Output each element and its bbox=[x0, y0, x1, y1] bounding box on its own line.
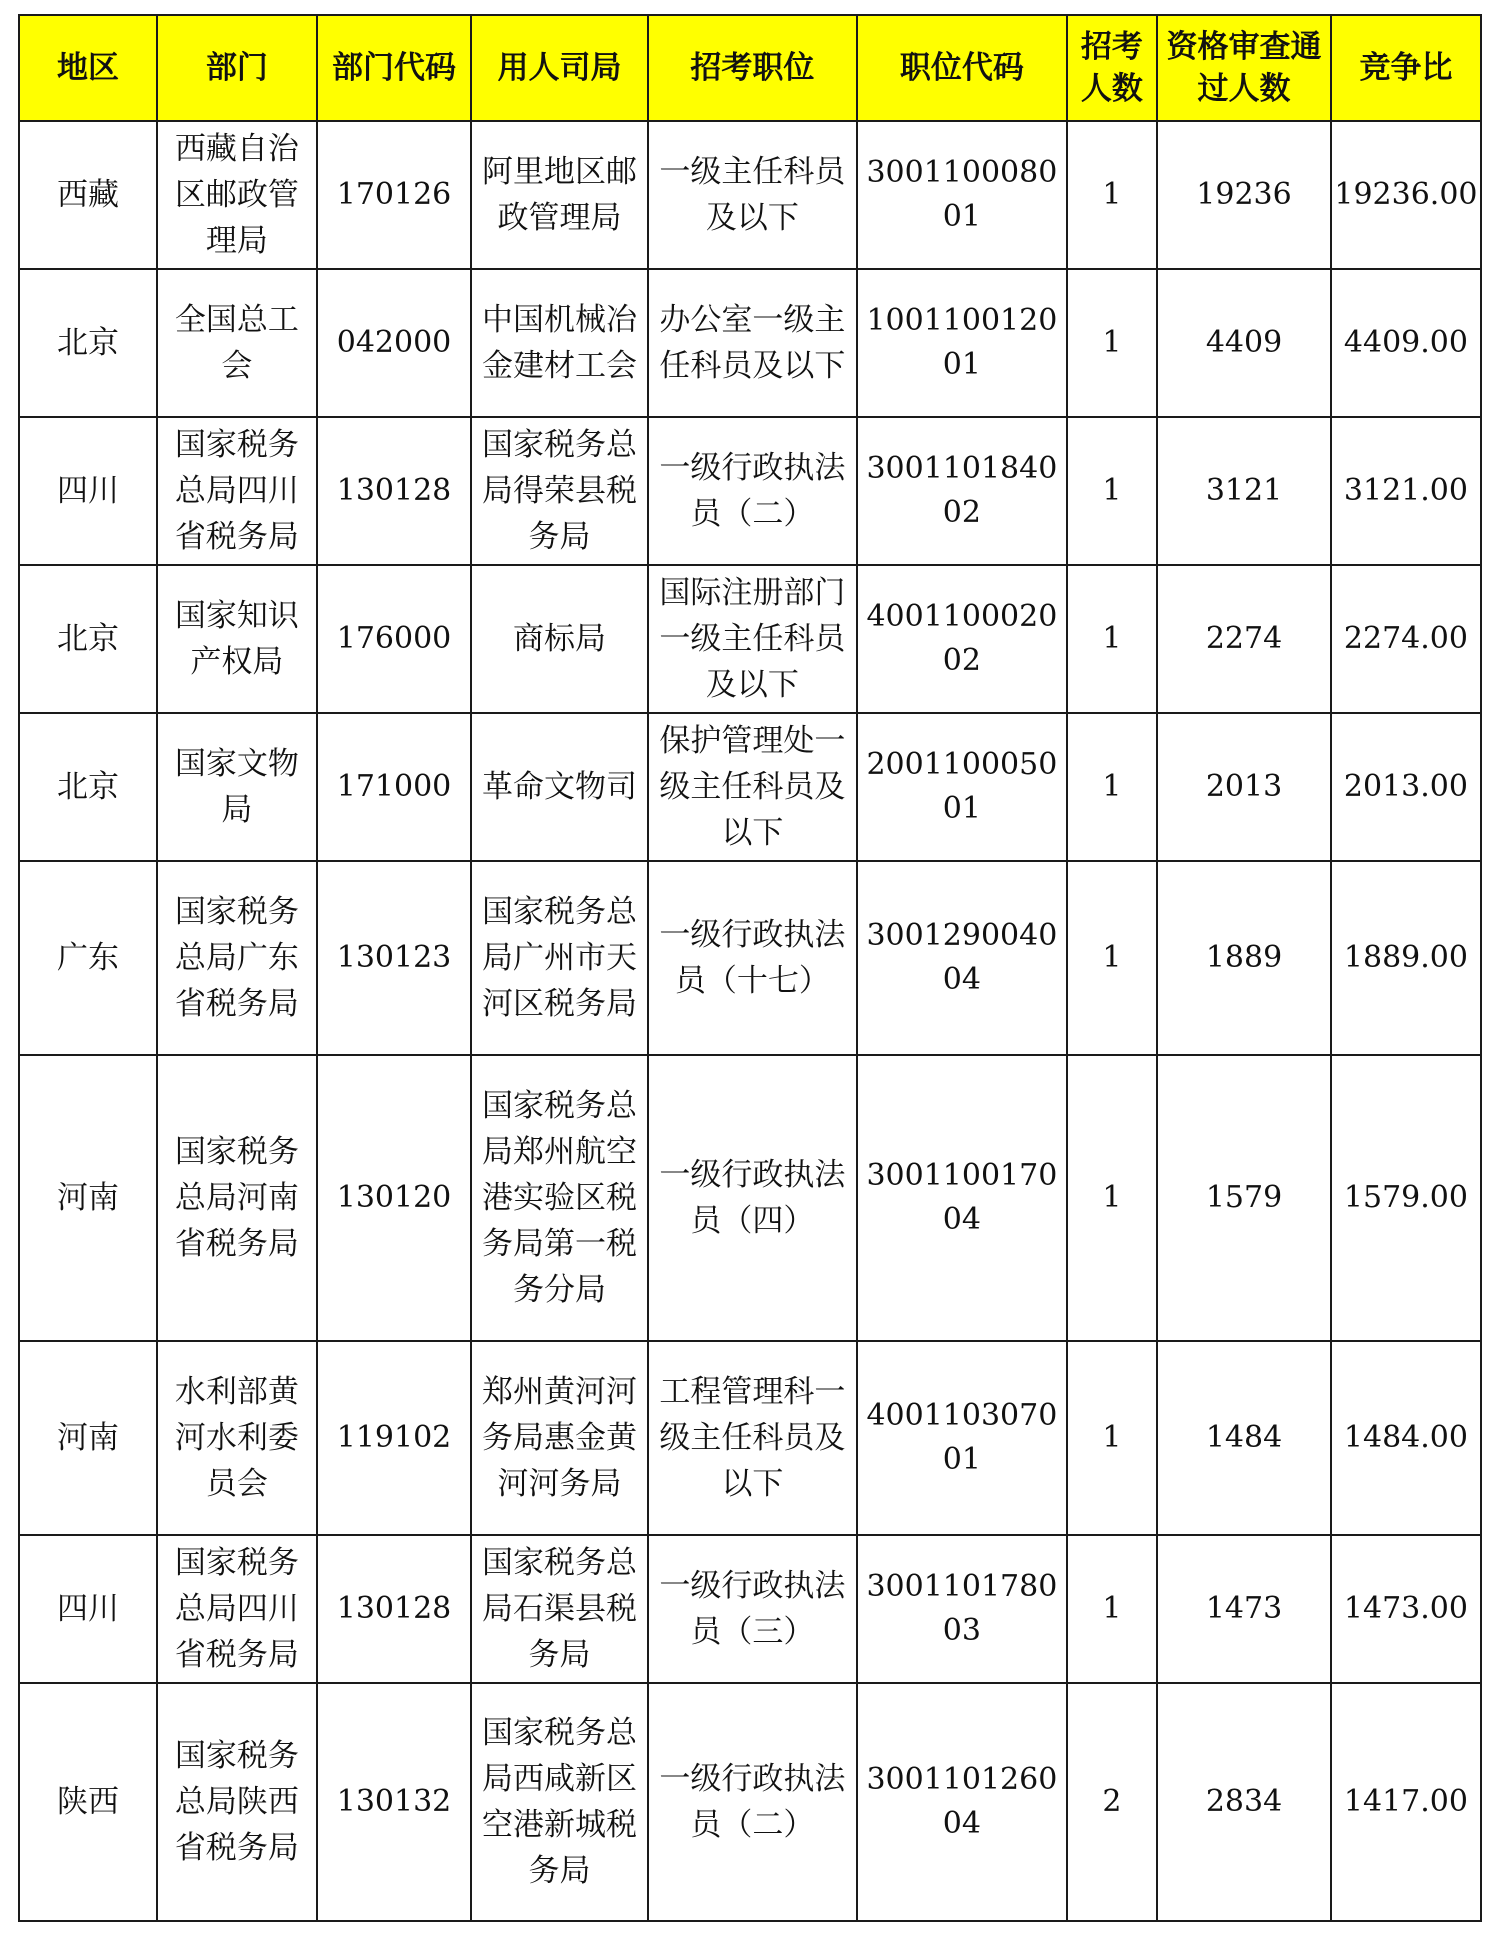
cell-ratio: 1889.00 bbox=[1331, 861, 1481, 1055]
recruitment-table bbox=[18, 14, 1482, 1922]
cell-department: 西藏自治区邮政管理局 bbox=[157, 121, 317, 269]
cell-department: 国家税务总局河南省税务局 bbox=[157, 1055, 317, 1341]
cell-region: 北京 bbox=[19, 713, 157, 861]
cell-position-code: 400110002002 bbox=[857, 565, 1067, 713]
cell-quota: 1 bbox=[1067, 269, 1157, 417]
header-row bbox=[19, 15, 1481, 121]
cell-bureau: 国家税务总局石渠县税务局 bbox=[471, 1535, 647, 1683]
header-passed: 资格审查通过人数 bbox=[1157, 15, 1331, 121]
table-row bbox=[19, 1055, 1481, 1341]
cell-dept-code: 130132 bbox=[317, 1683, 472, 1921]
cell-ratio: 4409.00 bbox=[1331, 269, 1481, 417]
cell-position-code: 300110008001 bbox=[857, 121, 1067, 269]
cell-position: 一级行政执法员（二） bbox=[648, 1683, 858, 1921]
cell-dept-code: 171000 bbox=[317, 713, 472, 861]
cell-quota: 2 bbox=[1067, 1683, 1157, 1921]
cell-position-code: 300110184002 bbox=[857, 417, 1067, 565]
table-row bbox=[19, 269, 1481, 417]
cell-bureau: 国家税务总局广州市天河区税务局 bbox=[471, 861, 647, 1055]
cell-region: 河南 bbox=[19, 1341, 157, 1535]
cell-bureau: 革命文物司 bbox=[471, 713, 647, 861]
cell-dept-code: 119102 bbox=[317, 1341, 472, 1535]
cell-quota: 1 bbox=[1067, 861, 1157, 1055]
cell-bureau: 商标局 bbox=[471, 565, 647, 713]
table-row bbox=[19, 417, 1481, 565]
cell-region: 北京 bbox=[19, 565, 157, 713]
cell-quota: 1 bbox=[1067, 121, 1157, 269]
cell-position-code: 400110307001 bbox=[857, 1341, 1067, 1535]
cell-dept-code: 130123 bbox=[317, 861, 472, 1055]
cell-quota: 1 bbox=[1067, 1535, 1157, 1683]
table-row bbox=[19, 1683, 1481, 1921]
cell-dept-code: 170126 bbox=[317, 121, 472, 269]
header-bureau: 用人司局 bbox=[471, 15, 647, 121]
cell-region: 河南 bbox=[19, 1055, 157, 1341]
cell-ratio: 1473.00 bbox=[1331, 1535, 1481, 1683]
cell-region: 四川 bbox=[19, 1535, 157, 1683]
header-quota: 招考人数 bbox=[1067, 15, 1157, 121]
cell-position-code: 300110017004 bbox=[857, 1055, 1067, 1341]
cell-bureau: 郑州黄河河务局惠金黄河河务局 bbox=[471, 1341, 647, 1535]
table-row bbox=[19, 1535, 1481, 1683]
table-row bbox=[19, 713, 1481, 861]
cell-position-code: 300129004004 bbox=[857, 861, 1067, 1055]
cell-passed: 1473 bbox=[1157, 1535, 1331, 1683]
cell-quota: 1 bbox=[1067, 1341, 1157, 1535]
cell-position-code: 300110126004 bbox=[857, 1683, 1067, 1921]
cell-quota: 1 bbox=[1067, 713, 1157, 861]
cell-quota: 1 bbox=[1067, 565, 1157, 713]
cell-passed: 2834 bbox=[1157, 1683, 1331, 1921]
cell-region: 四川 bbox=[19, 417, 157, 565]
cell-department: 国家知识产权局 bbox=[157, 565, 317, 713]
cell-department: 国家税务总局四川省税务局 bbox=[157, 417, 317, 565]
cell-position: 一级行政执法员（三） bbox=[648, 1535, 858, 1683]
cell-dept-code: 130120 bbox=[317, 1055, 472, 1341]
cell-quota: 1 bbox=[1067, 1055, 1157, 1341]
cell-dept-code: 130128 bbox=[317, 417, 472, 565]
cell-passed: 1889 bbox=[1157, 861, 1331, 1055]
cell-position-code: 300110178003 bbox=[857, 1535, 1067, 1683]
cell-ratio: 1579.00 bbox=[1331, 1055, 1481, 1341]
cell-ratio: 19236.00 bbox=[1331, 121, 1481, 269]
cell-region: 陕西 bbox=[19, 1683, 157, 1921]
cell-ratio: 2013.00 bbox=[1331, 713, 1481, 861]
cell-quota: 1 bbox=[1067, 417, 1157, 565]
header-region: 地区 bbox=[19, 15, 157, 121]
header-dept-code: 部门代码 bbox=[317, 15, 472, 121]
cell-region: 西藏 bbox=[19, 121, 157, 269]
cell-position: 保护管理处一级主任科员及以下 bbox=[648, 713, 858, 861]
header-ratio: 竞争比 bbox=[1331, 15, 1481, 121]
cell-dept-code: 176000 bbox=[317, 565, 472, 713]
cell-department: 国家税务总局陕西省税务局 bbox=[157, 1683, 317, 1921]
cell-bureau: 国家税务总局西咸新区空港新城税务局 bbox=[471, 1683, 647, 1921]
cell-department: 国家税务总局四川省税务局 bbox=[157, 1535, 317, 1683]
header-position: 招考职位 bbox=[648, 15, 858, 121]
header-position-code: 职位代码 bbox=[857, 15, 1067, 121]
cell-passed: 2013 bbox=[1157, 713, 1331, 861]
cell-position: 办公室一级主任科员及以下 bbox=[648, 269, 858, 417]
cell-passed: 3121 bbox=[1157, 417, 1331, 565]
table-row bbox=[19, 861, 1481, 1055]
cell-region: 北京 bbox=[19, 269, 157, 417]
table-row bbox=[19, 1341, 1481, 1535]
cell-passed: 1484 bbox=[1157, 1341, 1331, 1535]
cell-bureau: 阿里地区邮政管理局 bbox=[471, 121, 647, 269]
cell-position-code: 200110005001 bbox=[857, 713, 1067, 861]
cell-passed: 4409 bbox=[1157, 269, 1331, 417]
cell-department: 国家税务总局广东省税务局 bbox=[157, 861, 317, 1055]
cell-region: 广东 bbox=[19, 861, 157, 1055]
cell-ratio: 1484.00 bbox=[1331, 1341, 1481, 1535]
cell-position-code: 100110012001 bbox=[857, 269, 1067, 417]
cell-bureau: 国家税务总局得荣县税务局 bbox=[471, 417, 647, 565]
cell-department: 水利部黄河水利委员会 bbox=[157, 1341, 317, 1535]
cell-bureau: 中国机械冶金建材工会 bbox=[471, 269, 647, 417]
cell-position: 一级行政执法员（二） bbox=[648, 417, 858, 565]
cell-bureau: 国家税务总局郑州航空港实验区税务局第一税务分局 bbox=[471, 1055, 647, 1341]
cell-position: 国际注册部门一级主任科员及以下 bbox=[648, 565, 858, 713]
cell-ratio: 2274.00 bbox=[1331, 565, 1481, 713]
cell-ratio: 3121.00 bbox=[1331, 417, 1481, 565]
cell-passed: 2274 bbox=[1157, 565, 1331, 713]
cell-passed: 1579 bbox=[1157, 1055, 1331, 1341]
table-row bbox=[19, 565, 1481, 713]
cell-position: 一级行政执法员（四） bbox=[648, 1055, 858, 1341]
cell-passed: 19236 bbox=[1157, 121, 1331, 269]
cell-position: 工程管理科一级主任科员及以下 bbox=[648, 1341, 858, 1535]
cell-position: 一级行政执法员（十七） bbox=[648, 861, 858, 1055]
table-row bbox=[19, 121, 1481, 269]
cell-department: 国家文物局 bbox=[157, 713, 317, 861]
header-department: 部门 bbox=[157, 15, 317, 121]
cell-dept-code: 130128 bbox=[317, 1535, 472, 1683]
cell-ratio: 1417.00 bbox=[1331, 1683, 1481, 1921]
cell-dept-code: 042000 bbox=[317, 269, 472, 417]
cell-department: 全国总工会 bbox=[157, 269, 317, 417]
cell-position: 一级主任科员及以下 bbox=[648, 121, 858, 269]
